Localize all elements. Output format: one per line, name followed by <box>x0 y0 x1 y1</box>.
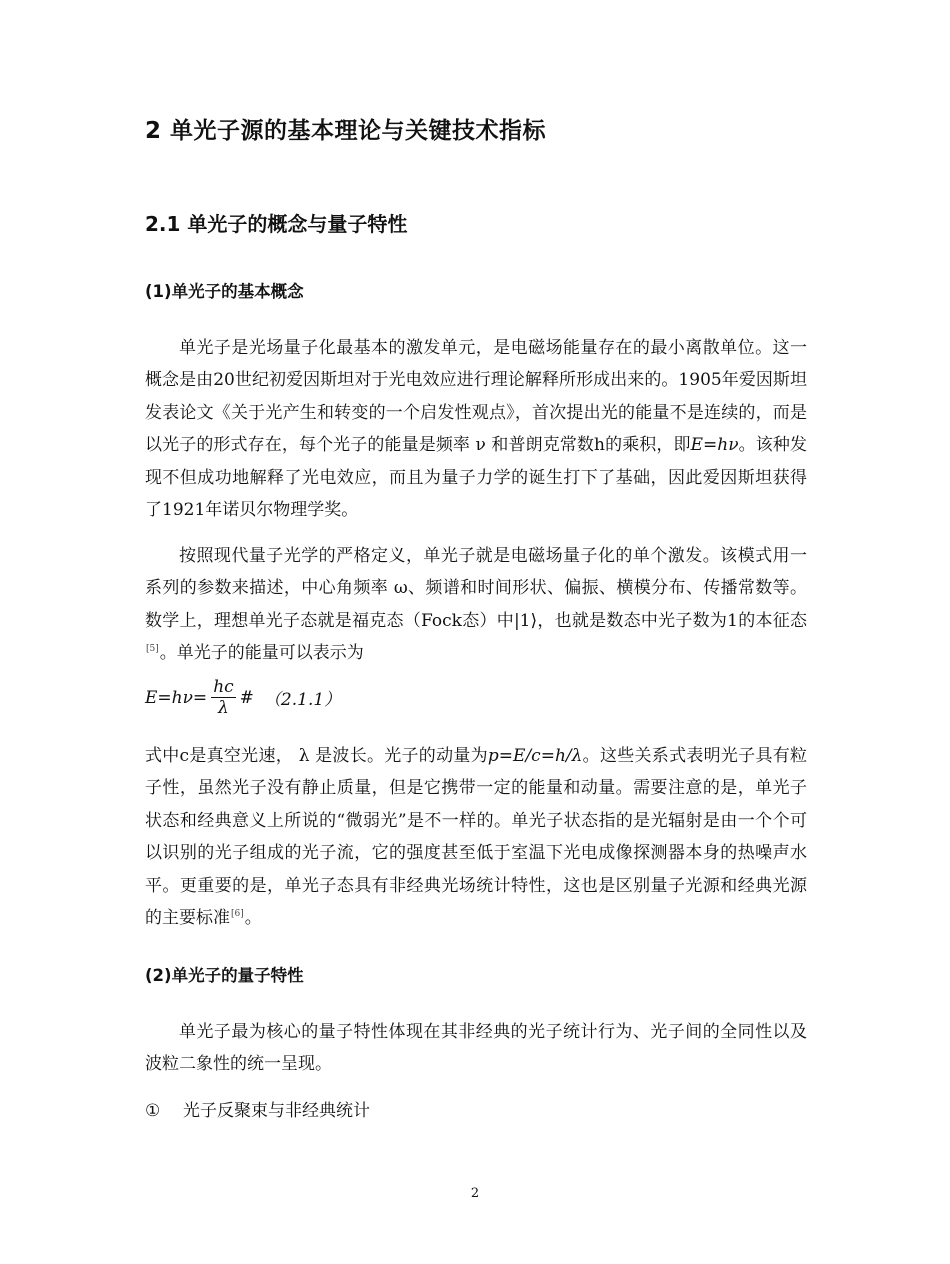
section-title: 2.1 单光子的概念与量子特性 <box>145 212 408 236</box>
paragraph-definition <box>145 540 807 670</box>
paragraph-momentum <box>145 740 807 934</box>
paragraph-text: 单光子是光场量子化最基本的激发单元，是电磁场能量存在的最小离散单位。这一概念是由20世纪初爱因斯坦对于光电效应进行理论解释所形成出来的。1905年爱因斯坦发表论文《关于光产生和转变的一个启发性观点》，首次提出光的能量不是连续的，而是以光子的形式存在，每个光子的能量是频率 ν 和普朗克常数h的乘积，即 <box>145 338 807 456</box>
citation-ref: [5] <box>146 644 159 655</box>
list-item-antibunching <box>145 1096 370 1121</box>
citation-ref: [6] <box>231 909 244 920</box>
chapter-title: 2 单光子源的基本理论与关键技术指标 <box>145 118 547 144</box>
momentum-formula: p=E/c=h/λ <box>487 746 583 766</box>
paragraph-quantum-properties: 单光子最为核心的量子特性体现在其非经典的光子统计行为、光子间的全同性以及波粒二象性的统一呈现。 <box>145 1022 807 1075</box>
equation-fraction <box>211 677 235 718</box>
equation-hash: # <box>239 687 254 708</box>
paragraph-text: 。 <box>244 908 262 929</box>
fraction-numerator: hc <box>213 677 234 697</box>
list-item-text: 光子反聚束与非经典统计 <box>183 1101 370 1121</box>
fraction-denominator: λ <box>218 698 229 718</box>
paragraph-text: 。这些关系式表明光子具有粒子性，虽然光子没有静止质量，但是它携带一定的能量和动量。需要注意的是，单光子状态和经典意义上所说的“微弱光”是不一样的。单光子状态指的是光辐射是由一个个可以识别的光子组成的光子流，它的强度甚至低于室温下光电成像探测器本身的热噪声水平。更重要的是，单光子态具有非经典光场统计特性，这也是区别量子光源和经典光源的主要标准 <box>145 746 808 929</box>
subsection-title-basic-concept: (1)单光子的基本概念 <box>145 282 304 301</box>
paragraph-text: 。单光子的能量可以表示为 <box>159 643 364 664</box>
page-number: 2 <box>470 1186 480 1201</box>
paragraph-text: 按照现代量子光学的严格定义，单光子就是电磁场量子化的单个激发。该模式用一系列的参数来描述，中心角频率 ω、频谱和时间形状、偏振、横模分布、传播常数等。数学上，理想单光子态就是福克态（Fock态）中 <box>145 546 807 631</box>
subsection-title-quantum-properties: (2)单光子的量子特性 <box>145 966 304 985</box>
paragraph-basic-concept <box>145 332 807 526</box>
equation-lhs: E=hν= <box>145 687 208 708</box>
paragraph-text: 。该种发现不但成功地解释了光电效应，而且为量子力学的诞生打下了基础，因此爱因斯坦获得了1921年诺贝尔物理学奖。 <box>145 435 808 521</box>
fock-state-ket: |1⟩ <box>513 610 538 631</box>
paragraph-text: ，也就是数态中光子数为1的本征态 <box>537 610 807 631</box>
paragraph-text: 式中c是真空光速， λ 是波长。光子的动量为 <box>145 746 488 766</box>
equation-2-1-1 <box>145 677 341 718</box>
list-marker: ① <box>145 1101 161 1121</box>
equation-number: （2.1.1） <box>263 690 342 710</box>
energy-formula: E=hν <box>690 435 739 456</box>
